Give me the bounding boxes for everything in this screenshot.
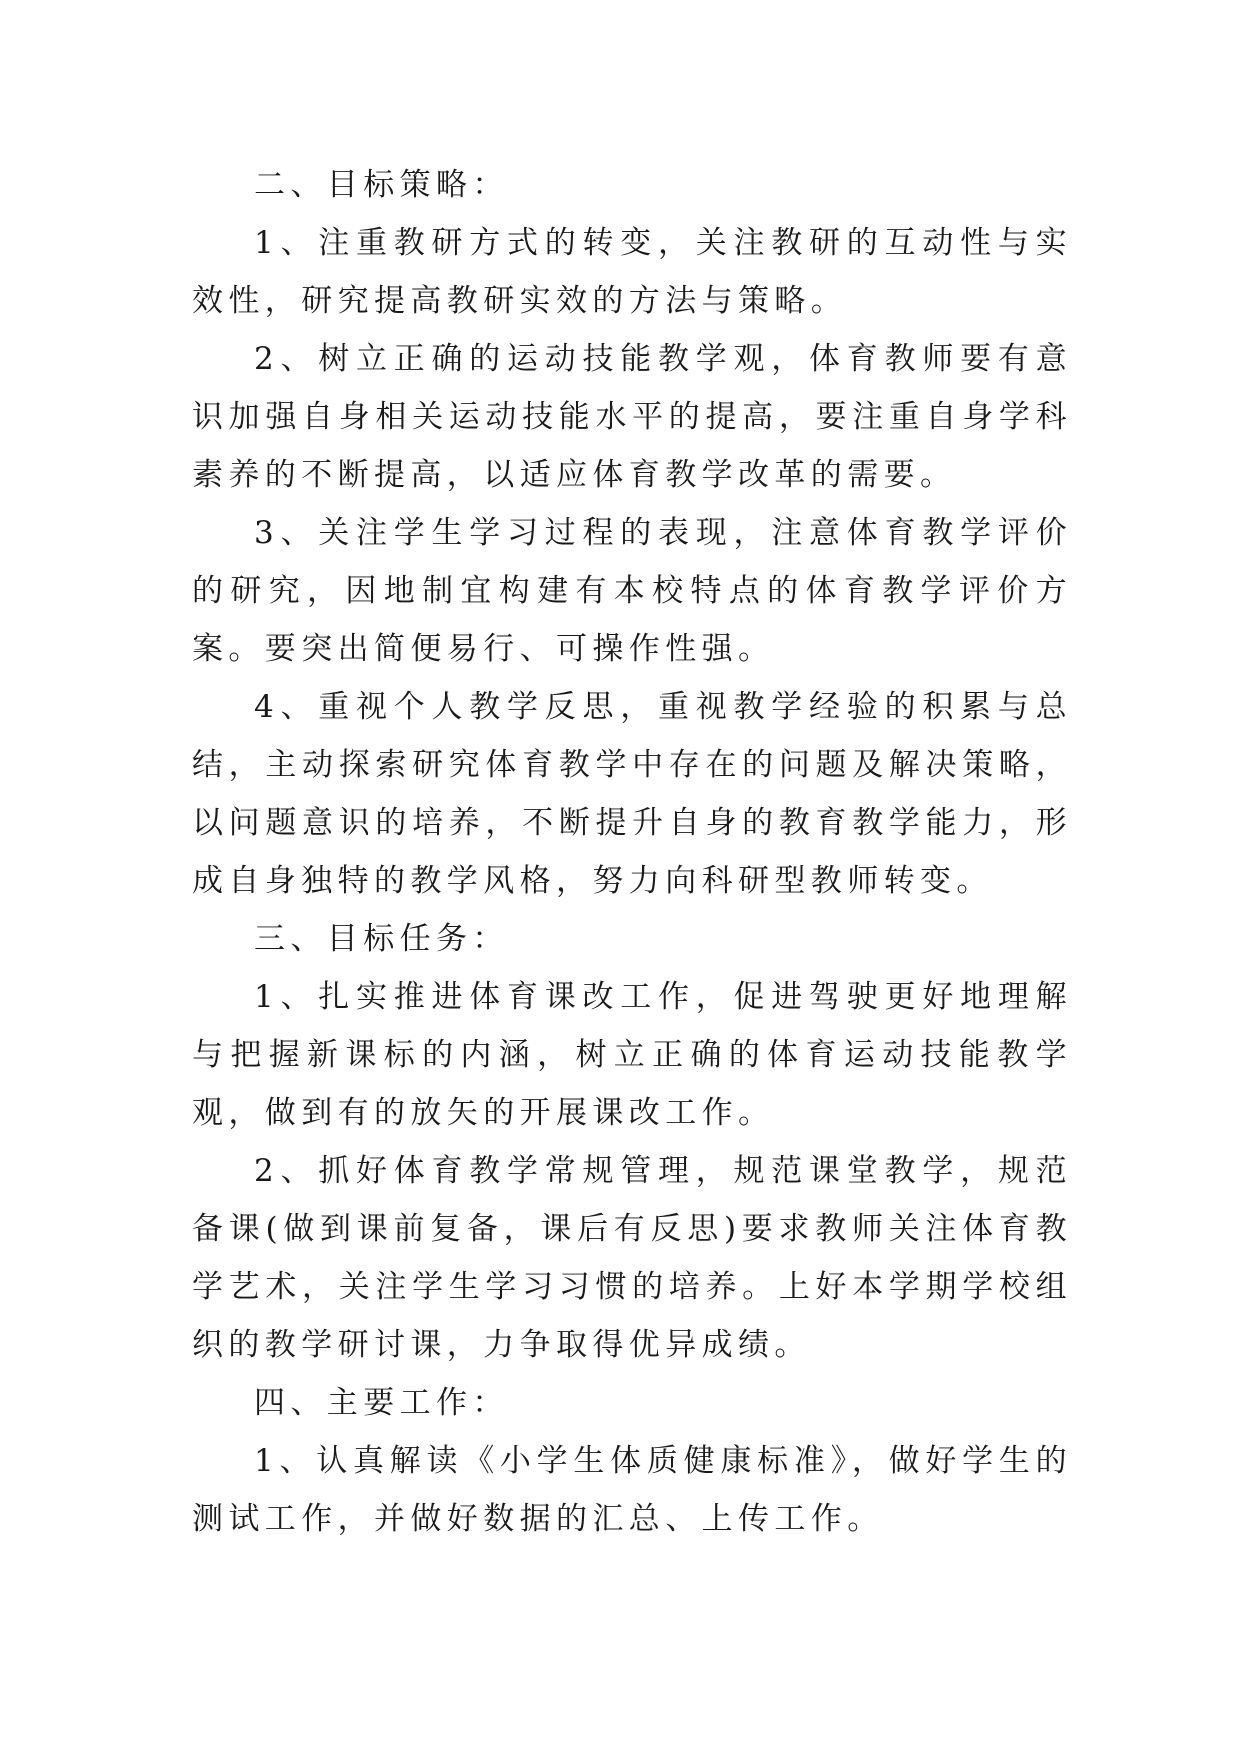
paragraph-strategy-4: 4、重视个人教学反思，重视教学经验的积累与总结，主动探索研究体育教学中存在的问题及解决策略，以问题意识的培养，不断提升自身的教育教学能力，形成自身独特的教学风格，努力向科研型教师转变。	[192, 689, 1072, 899]
paragraph-tasks-2: 2、抓好体育教学常规管理，规范课堂教学，规范备课(做到课前复备，课后有反思)要求教师关注体育教学艺术，关注学生学习习惯的培养。上好本学期学校组织的教学研讨课，力争取得优异成绩。	[192, 1153, 1072, 1363]
paragraph-strategy-3: 3、关注学生学习过程的表现，注意体育教学评价的研究，因地制宜构建有本校特点的体育教学评价方案。要突出简便易行、可操作性强。	[192, 515, 1072, 667]
section-heading-work: 四、主要工作：	[254, 1385, 509, 1421]
paragraph-tasks-1: 1、扎实推进体育课改工作，促进驾驶更好地理解与把握新课标的内涵，树立正确的体育运动技能教学观，做到有的放矢的开展课改工作。	[192, 979, 1072, 1131]
section-heading-tasks: 三、目标任务：	[254, 921, 509, 957]
section-heading-strategy: 二、目标策略：	[254, 167, 509, 203]
paragraph-strategy-1: 1、注重教研方式的转变，关注教研的互动性与实效性，研究提高教研实效的方法与策略。	[192, 225, 1072, 319]
paragraph-work-1: 1、认真解读《小学生体质健康标准》，做好学生的测试工作，并做好数据的汇总、上传工作。	[192, 1443, 1072, 1537]
paragraph-strategy-2: 2、树立正确的运动技能教学观，体育教师要有意识加强自身相关运动技能水平的提高，要注重自身学科素养的不断提高，以适应体育教学改革的需要。	[192, 341, 1072, 493]
document-body	[192, 156, 1072, 1548]
